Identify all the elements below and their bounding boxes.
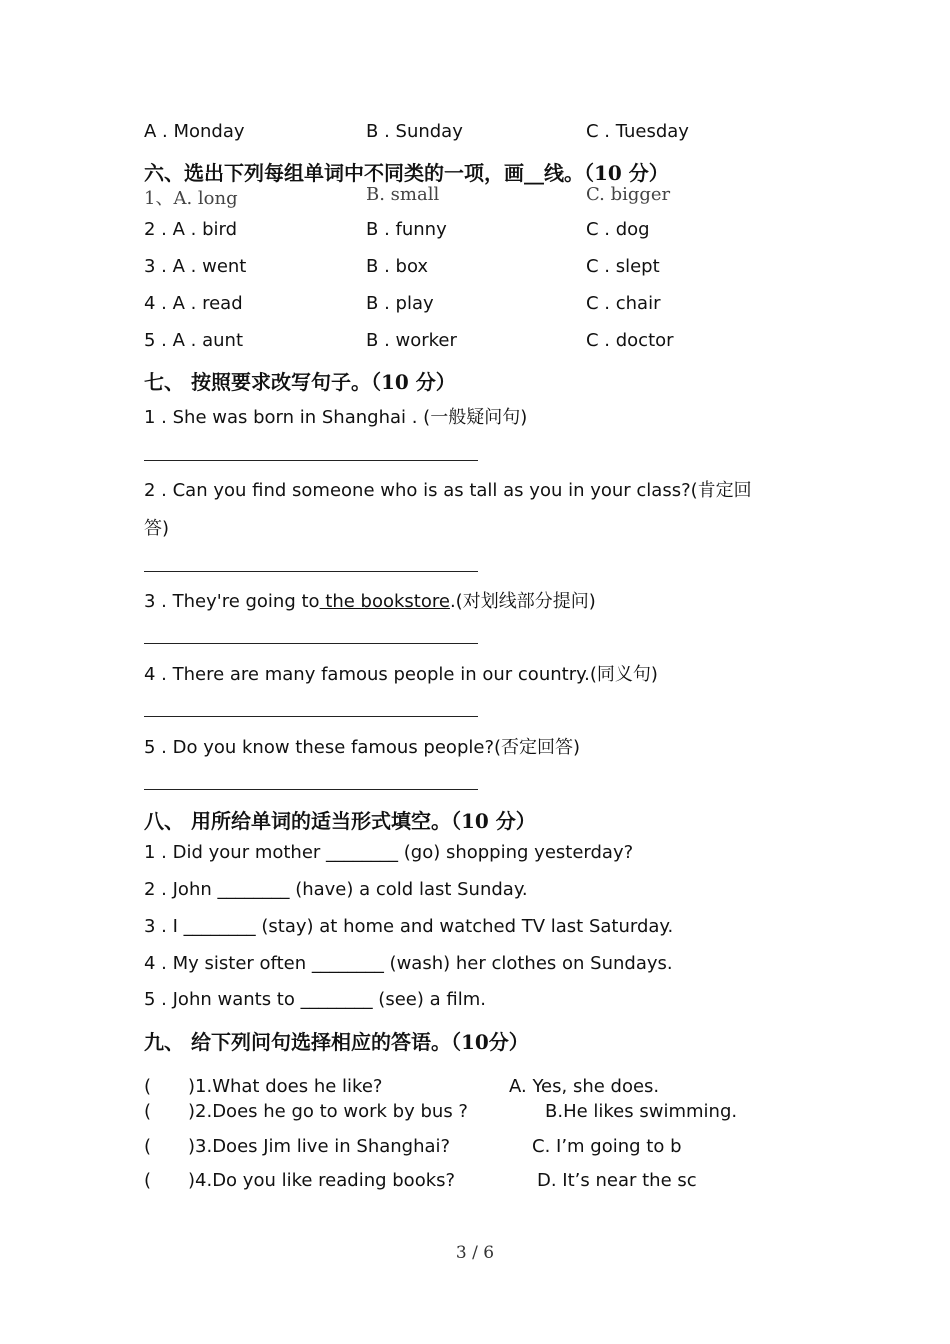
s7-question-3 (144, 587, 596, 613)
page-number: 3 / 6 (455, 1243, 495, 1263)
s9-question-3: )3.Does Jim live in Shanghai? (188, 1136, 451, 1157)
s9-question-2: )2.Does he go to work by bus ? (188, 1101, 468, 1122)
s6-row1-b: B. small (366, 184, 440, 205)
option-b: B . Sunday (366, 121, 463, 142)
s8-item-5: 5 . John wants to ________ (see) a film. (144, 989, 486, 1010)
answer-line-2 (144, 571, 478, 572)
s8-item-1: 1 . Did your mother ________ (go) shopping yesterday? (144, 842, 634, 863)
section7-title: 七、 按照要求改写句子。（10 分） (144, 370, 456, 394)
s6-row1-a: 1、A. long (144, 188, 238, 209)
s7-question-2: 2 . Can you find someone who is as tall as you in your class?(肯定回 (144, 480, 752, 501)
s6-row4-a: 4 . A . read (144, 293, 243, 314)
s6-row1-c: C. bigger (586, 184, 671, 205)
s7-question-4: 4 . There are many famous people in our country.(同义句) (144, 664, 658, 685)
s6-row4-b: B . play (366, 293, 434, 314)
s6-row3-b: B . box (366, 256, 429, 277)
option-c: C . Tuesday (586, 121, 689, 142)
section6-title: 六、选出下列每组单词中不同类的一项，画__线。（10 分） (144, 161, 669, 185)
s6-row2-a: 2 . A . bird (144, 219, 238, 240)
s6-row5-c: C . doctor (586, 330, 674, 351)
s6-row5-a: 5 . A . aunt (144, 330, 243, 351)
s6-row4-c: C . chair (586, 293, 661, 314)
answer-line-5 (144, 789, 478, 790)
section8-title: 八、 用所给单词的适当形式填空。（10 分） (144, 809, 536, 833)
s9-question-4: )4.Do you like reading books? (188, 1170, 456, 1191)
s7-q3-instruction: .(对划线部分提问) (449, 591, 596, 612)
s6-row5-b: B . worker (366, 330, 457, 351)
s6-row2-c: C . dog (586, 219, 650, 240)
s9-paren-2: ( (144, 1101, 152, 1122)
section9-title: 九、 给下列问句选择相应的答语。（10分） (144, 1030, 529, 1054)
s7-question-5: 5 . Do you know these famous people?(否定回答) (144, 737, 581, 758)
s8-item-3: 3 . I ________ (stay) at home and watched TV last Saturday. (144, 916, 674, 937)
s6-row3-c: C . slept (586, 256, 660, 277)
s6-row3-a: 3 . A . went (144, 256, 247, 277)
s9-answer-c: C. I’m going to b (532, 1136, 682, 1157)
s7-q3-text: 3 . They're going to (144, 591, 320, 612)
answer-line-4 (144, 716, 478, 717)
answer-line-1 (144, 460, 478, 461)
s8-item-2: 2 . John ________ (have) a cold last Sunday. (144, 879, 528, 900)
s9-paren-1: ( (144, 1076, 152, 1097)
s6-row2-b: B . funny (366, 219, 447, 240)
s9-answer-a: A. Yes, she does. (509, 1076, 660, 1097)
s7-question-1: 1 . She was born in Shanghai . (一般疑问句) (144, 407, 528, 428)
option-a: A . Monday (144, 121, 245, 142)
s9-answer-b: B.He likes swimming. (545, 1101, 738, 1122)
s9-paren-4: ( (144, 1170, 152, 1191)
s7-question-2-cont: 答) (144, 518, 170, 539)
s9-question-1: )1.What does he like? (188, 1076, 383, 1097)
answer-line-3 (144, 643, 478, 644)
s7-q3-underlined: the bookstore (319, 591, 450, 612)
s9-paren-3: ( (144, 1136, 152, 1157)
s8-item-4: 4 . My sister often ________ (wash) her clothes on Sundays. (144, 953, 673, 974)
s9-answer-d: D. It’s near the sc (537, 1170, 697, 1191)
